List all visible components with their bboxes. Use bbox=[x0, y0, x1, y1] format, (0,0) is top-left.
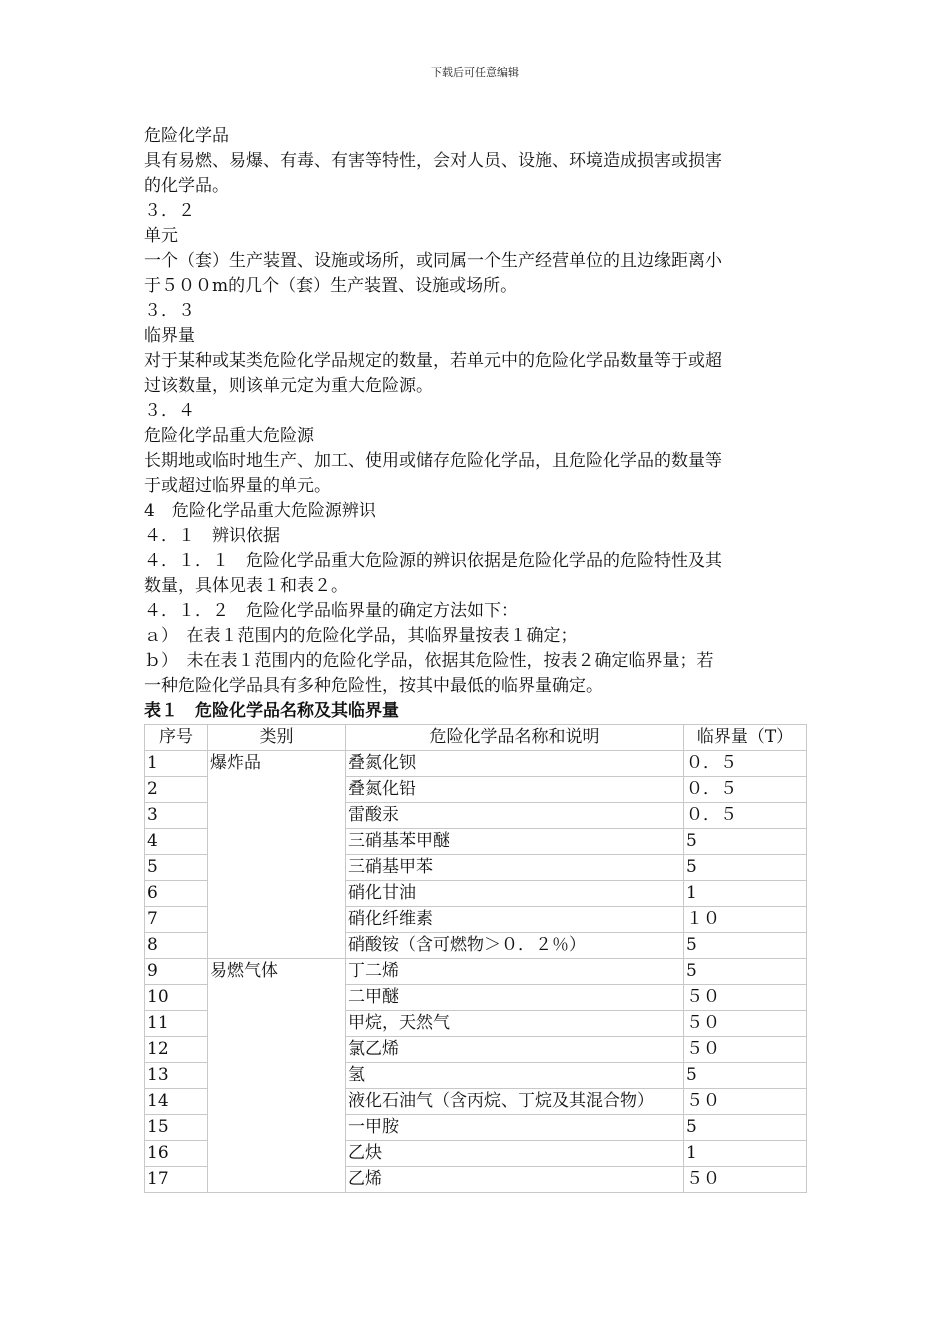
cell-quantity: 1 bbox=[684, 881, 807, 907]
cell-name: 乙烯 bbox=[346, 1167, 684, 1193]
text-line: 的化学品。 bbox=[144, 176, 229, 196]
cell-category: 爆炸品 bbox=[208, 751, 346, 959]
cell-quantity: 5 bbox=[684, 1115, 807, 1141]
text-line: ３．３ bbox=[144, 301, 195, 321]
text-line: 具有易燃、易爆、有毒、有害等特性，会对人员、设施、环境造成损害或损害 bbox=[144, 151, 722, 171]
text-line: 于或超过临界量的单元。 bbox=[144, 476, 331, 496]
cell-no: 16 bbox=[145, 1141, 208, 1167]
text-line: 数量，具体见表１和表２。 bbox=[144, 576, 348, 596]
text-line: 一种危险化学品具有多种危险性，按其中最低的临界量确定。 bbox=[144, 676, 603, 696]
text-line: 于５００m的几个（套）生产装置、设施或场所。 bbox=[144, 276, 518, 296]
cell-no: 11 bbox=[145, 1011, 208, 1037]
cell-category: 易燃气体 bbox=[208, 959, 346, 1193]
cell-name: 硝酸铵（含可燃物＞０．２％） bbox=[346, 933, 684, 959]
cell-no: 7 bbox=[145, 907, 208, 933]
cell-name: 氯乙烯 bbox=[346, 1037, 684, 1063]
cell-quantity: ０．５ bbox=[684, 751, 807, 777]
text-line: 过该数量，则该单元定为重大危险源。 bbox=[144, 376, 433, 396]
text-line: 危险化学品重大危险源 bbox=[144, 426, 314, 446]
cell-no: 3 bbox=[145, 803, 208, 829]
table-title: 表１ 危险化学品名称及其临界量 bbox=[144, 701, 399, 721]
cell-name: 甲烷，天然气 bbox=[346, 1011, 684, 1037]
cell-no: 8 bbox=[145, 933, 208, 959]
cell-quantity: 5 bbox=[684, 855, 807, 881]
text-line: ３．４ bbox=[144, 401, 195, 421]
cell-quantity: ０．５ bbox=[684, 803, 807, 829]
text-line: 长期地或临时地生产、加工、使用或储存危险化学品，且危险化学品的数量等 bbox=[144, 451, 722, 471]
cell-name: 氢 bbox=[346, 1063, 684, 1089]
cell-name: 三硝基苯甲醚 bbox=[346, 829, 684, 855]
text-line: 单元 bbox=[144, 226, 178, 246]
cell-no: 4 bbox=[145, 829, 208, 855]
cell-name: 硝化甘油 bbox=[346, 881, 684, 907]
hazard-table bbox=[144, 724, 807, 1193]
text-line: 危险化学品 bbox=[144, 126, 229, 146]
page-header: 下载后可任意编辑 bbox=[431, 66, 519, 79]
table-row bbox=[145, 751, 807, 777]
cell-quantity: ５０ bbox=[684, 1167, 807, 1193]
table-row bbox=[145, 959, 807, 985]
cell-name: 乙炔 bbox=[346, 1141, 684, 1167]
cell-quantity: ５０ bbox=[684, 1011, 807, 1037]
cell-quantity: 5 bbox=[684, 959, 807, 985]
table-header-row bbox=[145, 725, 807, 751]
text-line: 对于某种或某类危险化学品规定的数量，若单元中的危险化学品数量等于或超 bbox=[144, 351, 722, 371]
text-line: 4 危险化学品重大危险源辨识 bbox=[144, 501, 376, 521]
header-name: 危险化学品名称和说明 bbox=[346, 725, 684, 751]
table-body bbox=[145, 751, 807, 1193]
cell-name: 雷酸汞 bbox=[346, 803, 684, 829]
cell-no: 17 bbox=[145, 1167, 208, 1193]
cell-no: 10 bbox=[145, 985, 208, 1011]
cell-quantity: ０．５ bbox=[684, 777, 807, 803]
cell-quantity: １０ bbox=[684, 907, 807, 933]
cell-name: 叠氮化铅 bbox=[346, 777, 684, 803]
cell-no: 12 bbox=[145, 1037, 208, 1063]
cell-name: 叠氮化钡 bbox=[346, 751, 684, 777]
cell-name: 硝化纤维素 bbox=[346, 907, 684, 933]
document-body bbox=[144, 124, 806, 1193]
text-line: ３．２ bbox=[144, 201, 195, 221]
text-line: 临界量 bbox=[144, 326, 195, 346]
header-quantity: 临界量（T） bbox=[684, 725, 807, 751]
body-text bbox=[144, 124, 806, 699]
cell-name: 三硝基甲苯 bbox=[346, 855, 684, 881]
cell-quantity: ５０ bbox=[684, 985, 807, 1011]
cell-name: 丁二烯 bbox=[346, 959, 684, 985]
text-line: ｂ） 未在表１范围内的危险化学品，依据其危险性，按表２确定临界量；若 bbox=[144, 651, 714, 671]
cell-no: 6 bbox=[145, 881, 208, 907]
header-category: 类别 bbox=[208, 725, 346, 751]
cell-no: 15 bbox=[145, 1115, 208, 1141]
text-line: ４．１ 辨识依据 bbox=[144, 526, 280, 546]
text-line: ４．１．２ 危险化学品临界量的确定方法如下： bbox=[144, 601, 518, 621]
cell-name: 二甲醚 bbox=[346, 985, 684, 1011]
cell-name: 液化石油气（含丙烷、丁烷及其混合物） bbox=[346, 1089, 684, 1115]
text-line: ４．１．１ 危险化学品重大危险源的辨识依据是危险化学品的危险特性及其 bbox=[144, 551, 722, 571]
text-line: 一个（套）生产装置、设施或场所，或同属一个生产经营单位的且边缘距离小 bbox=[144, 251, 722, 271]
cell-no: 14 bbox=[145, 1089, 208, 1115]
cell-no: 9 bbox=[145, 959, 208, 985]
cell-quantity: 5 bbox=[684, 933, 807, 959]
text-line: ａ） 在表１范围内的危险化学品，其临界量按表１确定； bbox=[144, 626, 578, 646]
cell-no: 5 bbox=[145, 855, 208, 881]
cell-no: 13 bbox=[145, 1063, 208, 1089]
cell-no: 1 bbox=[145, 751, 208, 777]
cell-quantity: 1 bbox=[684, 1141, 807, 1167]
cell-quantity: 5 bbox=[684, 829, 807, 855]
cell-name: 一甲胺 bbox=[346, 1115, 684, 1141]
cell-no: 2 bbox=[145, 777, 208, 803]
cell-quantity: ５０ bbox=[684, 1037, 807, 1063]
cell-quantity: 5 bbox=[684, 1063, 807, 1089]
cell-quantity: ５０ bbox=[684, 1089, 807, 1115]
header-no: 序号 bbox=[145, 725, 208, 751]
